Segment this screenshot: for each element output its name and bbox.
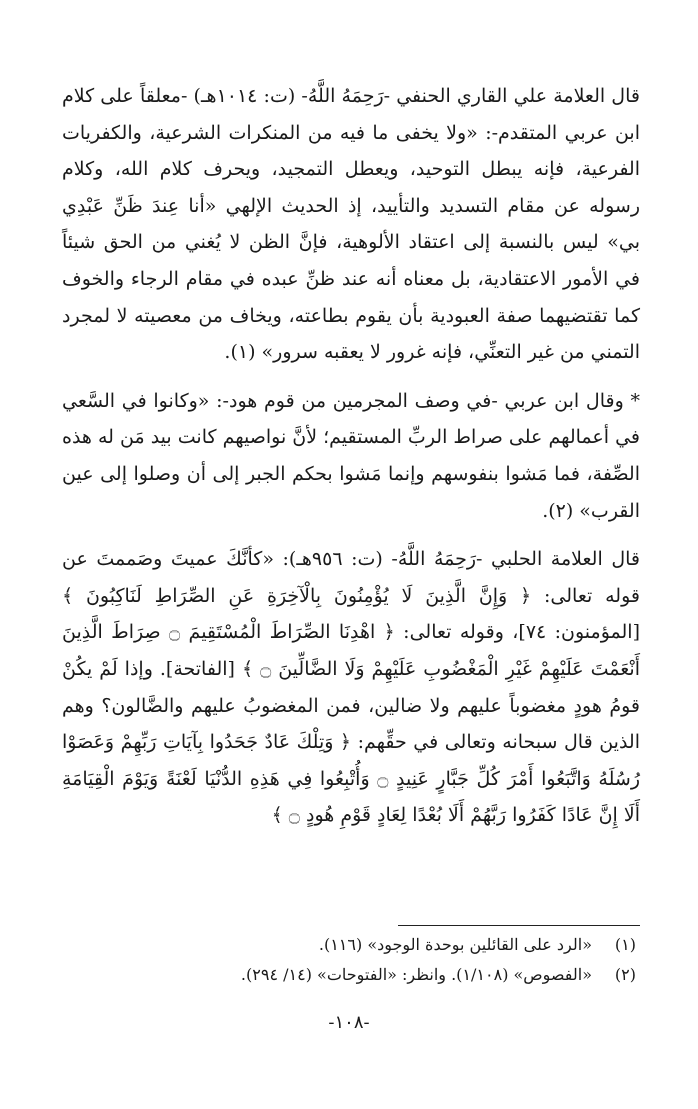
paragraph-halabi: قال العلامة الحلبي -رَحِمَهُ اللَّهُ- (ت: ٩٥٦هـ): «كأنَّكَ عميتَ وصَممتَ عن قوله تعالى: ﴿ وَإِنَّ الَّذِينَ لَا يُؤْمِنُونَ بِالْآخِرَةِ عَنِ الصِّرَاطِ لَنَاكِبُونَ ﴾ [المؤمنون: ٧٤]، وقوله تعالى: ﴿ اهْدِنَا الصِّرَاطَ الْمُسْتَقِيمَ ۝ صِرَاطَ الَّذِينَ أَنْعَمْتَ عَلَيْهِمْ غَيْرِ الْمَغْضُوبِ عَلَيْهِمْ وَلَا الضَّالِّينَ ۝ ﴾ [الفاتحة]. وإذا لَمْ يكُنْ قومُ هودٍ مغضوباً عليهم ولا ضالين، فمن المغضوبُ عليهم والضَّالون؟ وهم الذين قال سبحانه وتعالى في حقِّهم: ﴿ وَتِلْكَ عَادٌ جَحَدُوا بِآيَاتِ رَبِّهِمْ وَعَصَوْا رُسُلَهُ وَاتَّبَعُوا أَمْرَ كُلِّ جَبَّارٍ عَنِيدٍ ۝ وَأُتْبِعُوا فِي هَذِهِ الدُّنْيَا لَعْنَةً وَيَوْمَ الْقِيَامَةِ أَلَا إِنَّ عَادًا كَفَرُوا رَبَّهُمْ أَلَا بُعْدًا لِعَادٍ قَوْمِ هُودٍ ۝ ﴾ xyxy=(62,548,641,827)
footnote-1 xyxy=(62,930,640,960)
paragraph-ibn-arabi: * وقال ابن عربي -في وصف المجرمين من قوم هود-: «وكانوا في السَّعي في أعمالهم على صراط الربِّ المستقيم؛ لأنَّ نواصيهم كانت بيد مَن له هذه الصِّفة، فما مَشوا بنفوسهم وإنما مَشوا بحكم الجبر إلى أن وصلوا إلى عين القرب» (٢). xyxy=(62,389,640,522)
main-text xyxy=(62,78,640,846)
footnote-divider xyxy=(398,925,640,926)
footnote-text: «الرد على القائلين بوحدة الوجود» (١١٦). xyxy=(318,935,592,954)
footnotes xyxy=(62,930,640,990)
footnote-2 xyxy=(62,960,640,990)
footnote-number: (٢) xyxy=(614,965,636,984)
paragraph-qari: قال العلامة علي القاري الحنفي -رَحِمَهُ اللَّهُ- (ت: ١٠١٤هـ) -معلقاً على كلام ابن عربي المتقدم-: «ولا يخفى ما فيه من المنكرات الشرعية، والكفريات الفرعية، فإنه يبطل التوحيد، ويعطل التمجيد، ويحرف كلام الله، وكلام رسوله عن مقام التسديد والتأييد، إذ الحديث الإلهي «أنا عِندَ ظَنِّ عَبْدِي بي» ليس بالنسبة إلى اعتقاد الألوهية، فإنَّ الظن لا يُغني من الحق شيئاً في الأمور الاعتقادية، بل معناه أنه عند ظنِّ عبده في مقام الرجاء والخوف كما تقتضيهما صفة العبودية بأن يقوم بطاعته، ويخاف من معصيته لا لمجرد التمني من غير التعنِّي، فإنه غرور لا يعقبه سرور» (١). xyxy=(62,85,640,364)
footnote-text: «الفصوص» (١/١٠٨). وانظر: «الفتوحات» (١٤/ ٢٩٤). xyxy=(240,965,592,984)
page-number: -١٠٨- xyxy=(328,1012,370,1033)
footnote-number: (١) xyxy=(614,935,636,954)
